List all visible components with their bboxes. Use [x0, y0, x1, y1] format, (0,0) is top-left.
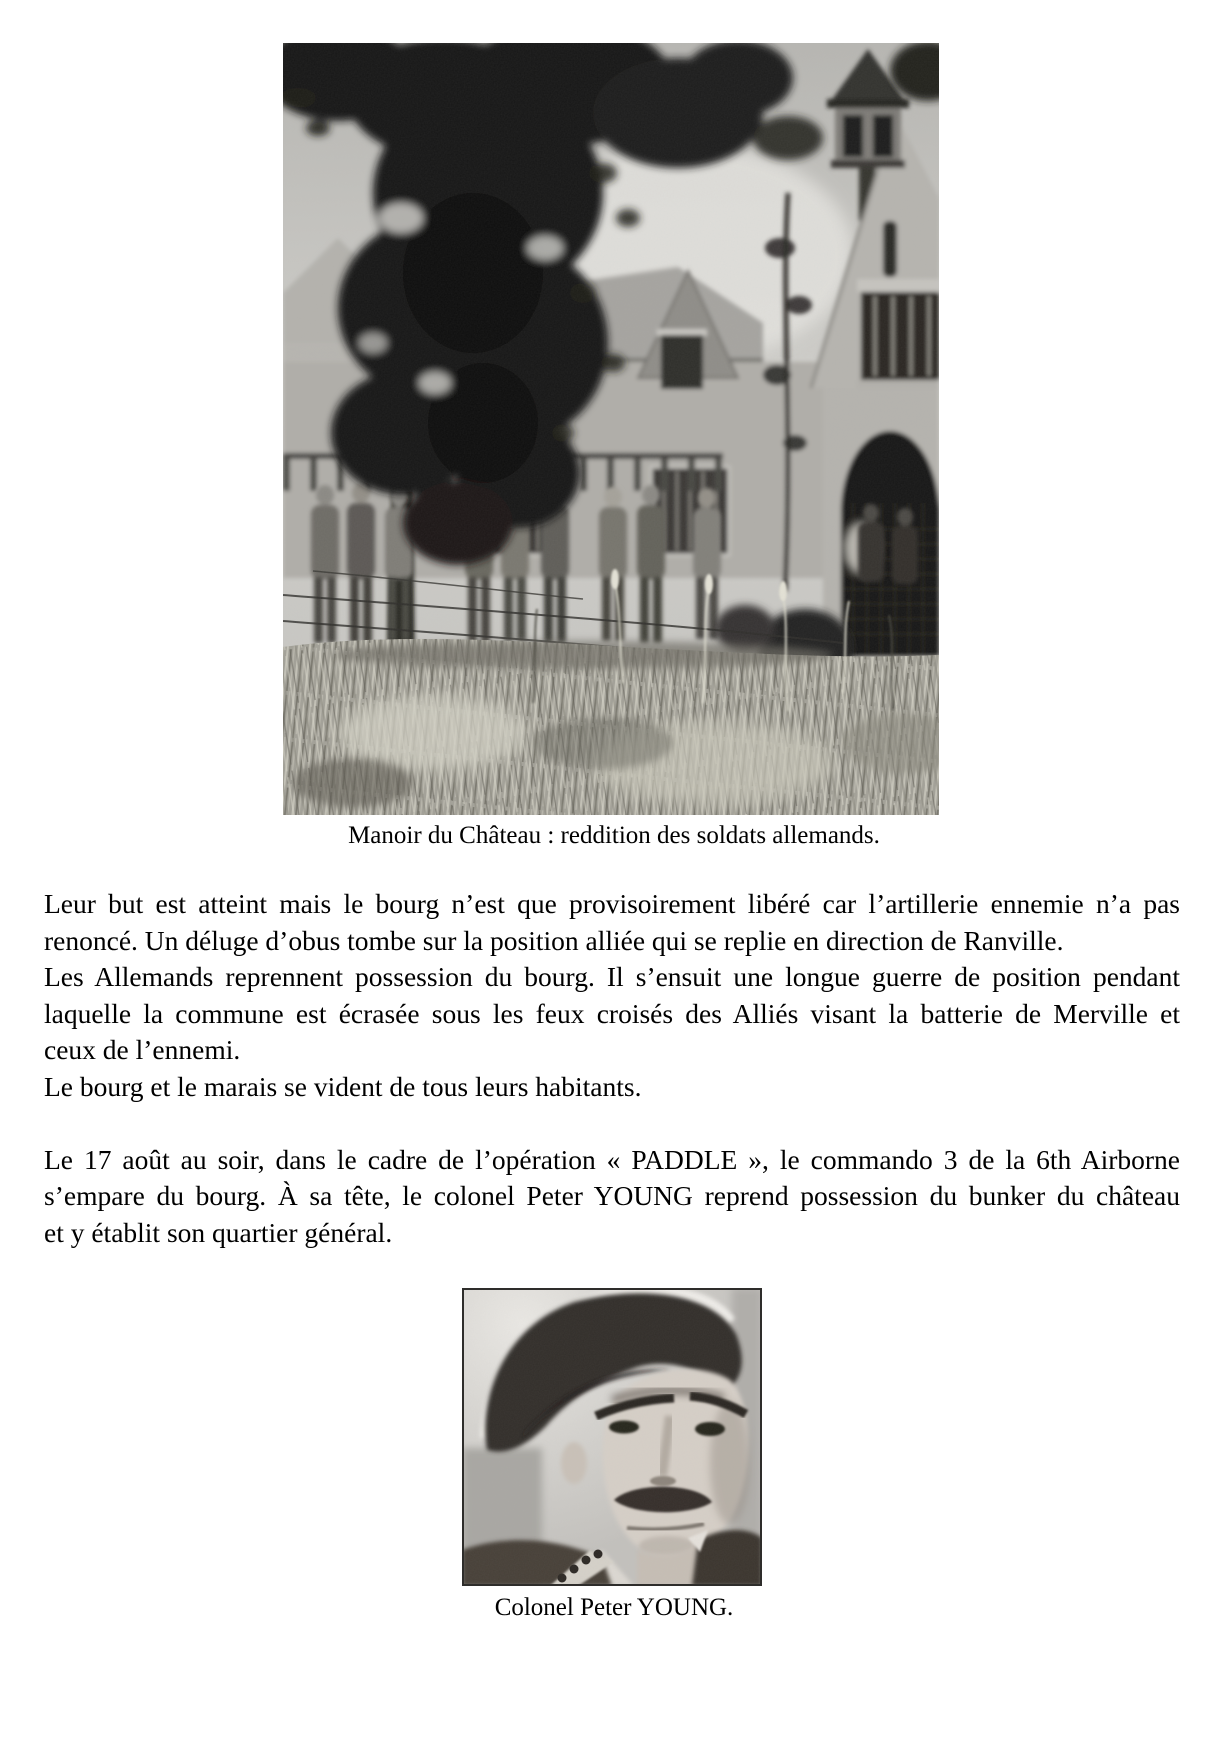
text-line: Le bourg et le marais se vident de tous leurs habitants. [44, 1070, 642, 1102]
text-line: Le 17 août au soir, dans le cadre de l’opération « PADDLE », le commando 3 de la 6th Airborne [44, 1143, 1180, 1175]
text-line: Les Allemands reprennent possession du bourg. Il s’ensuit une longue guerre de position pendant [44, 961, 1180, 992]
manor-photo [283, 43, 939, 815]
caption-manor: Manoir du Château : reddition des soldats allemands. [348, 822, 880, 849]
portrait-photo [462, 1288, 762, 1586]
paragraph [44, 1142, 1180, 1252]
text-line: ceux de l’ennemi. [44, 1034, 241, 1065]
figure-young [462, 1288, 762, 1586]
text-line: et y établit son quartier général. [44, 1216, 393, 1248]
body-text [44, 886, 1180, 1251]
paragraph [44, 959, 1180, 1069]
text-line: renoncé. Un déluge d’obus tombe sur la position alliée qui se replie en direction de Ranville. [44, 924, 1064, 956]
figure-manor [283, 43, 939, 815]
paragraph [44, 1069, 1180, 1106]
text-line: s’empare du bourg. À sa tête, le colonel Peter YOUNG reprend possession du bunker du château [44, 1180, 1180, 1211]
caption-young: Colonel Peter YOUNG. [494, 1594, 734, 1621]
text-line: Leur but est atteint mais le bourg n’est que provisoirement libéré car l’artillerie ennemie n’a pas [44, 888, 1180, 919]
paragraph [44, 886, 1180, 959]
text-line: laquelle la commune est écrasée sous les feux croisés des Alliés visant la batterie de Merville et [44, 997, 1180, 1029]
